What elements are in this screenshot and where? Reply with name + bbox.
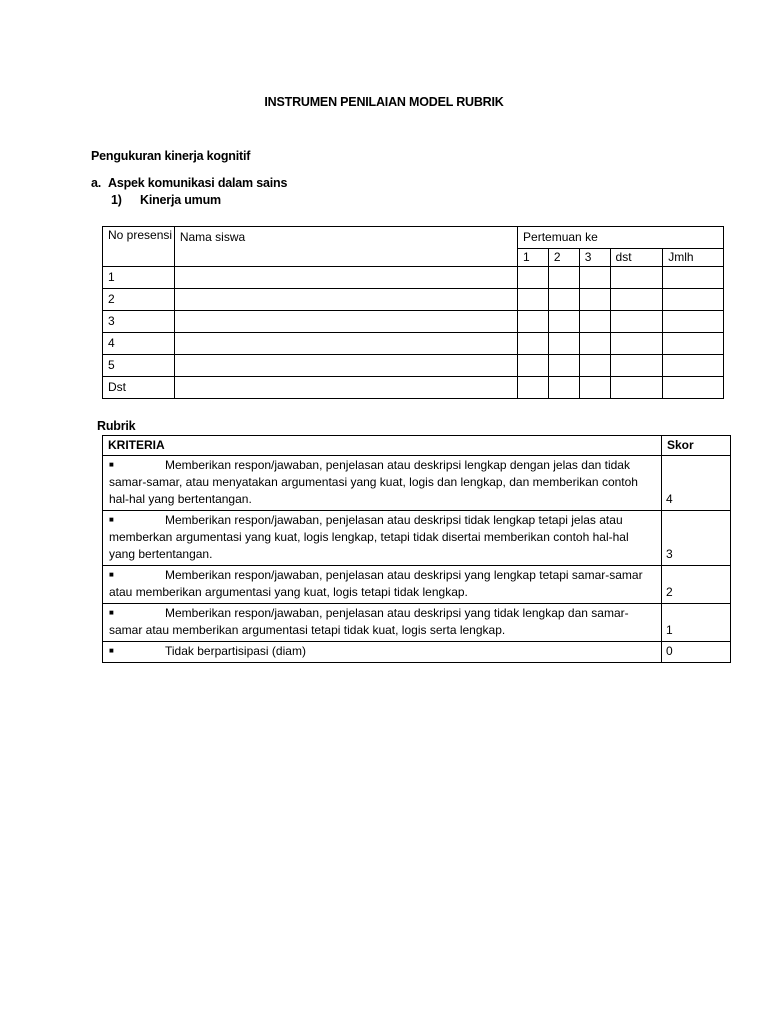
header-skor: Skor bbox=[662, 436, 731, 456]
cell-pertemuan-2 bbox=[548, 355, 579, 377]
row-number: 1 bbox=[103, 267, 175, 289]
bullet-icon: ■ bbox=[109, 570, 114, 579]
attendance-body bbox=[103, 267, 724, 399]
cell-dst bbox=[610, 267, 663, 289]
rubric-criteria-cell bbox=[103, 642, 662, 663]
attendance-row bbox=[103, 289, 724, 311]
header-pertemuan: Pertemuan ke bbox=[518, 227, 724, 249]
cell-jmlh bbox=[663, 311, 724, 333]
document-title: INSTRUMEN PENILAIAN MODEL RUBRIK bbox=[264, 95, 504, 109]
bullet-icon: ■ bbox=[109, 646, 114, 655]
subitem-heading bbox=[111, 193, 221, 207]
aspect-label: Aspek komunikasi dalam sains bbox=[108, 176, 288, 190]
rubric-score: 3 bbox=[662, 511, 731, 566]
cell-dst bbox=[610, 355, 663, 377]
attendance-row bbox=[103, 355, 724, 377]
row-number: 2 bbox=[103, 289, 175, 311]
subitem-marker: 1) bbox=[111, 193, 122, 207]
rubric-table bbox=[102, 435, 731, 663]
subitem-label: Kinerja umum bbox=[140, 193, 221, 207]
cell-nama-siswa bbox=[174, 377, 517, 399]
rubric-criteria-cell bbox=[103, 511, 662, 566]
rubric-row bbox=[103, 566, 731, 604]
row-number: 4 bbox=[103, 333, 175, 355]
cell-nama-siswa bbox=[174, 355, 517, 377]
aspect-marker: a. bbox=[91, 176, 102, 190]
attendance-header-row bbox=[103, 227, 724, 249]
cell-pertemuan-3 bbox=[579, 355, 610, 377]
attendance-row bbox=[103, 311, 724, 333]
rubric-body bbox=[103, 456, 731, 663]
header-kriteria: KRITERIA bbox=[103, 436, 662, 456]
rubric-row bbox=[103, 604, 731, 642]
bullet-icon: ■ bbox=[109, 608, 114, 617]
cell-pertemuan-1 bbox=[518, 333, 549, 355]
cell-nama-siswa bbox=[174, 289, 517, 311]
cell-pertemuan-1 bbox=[518, 311, 549, 333]
attendance-row bbox=[103, 267, 724, 289]
row-number: 3 bbox=[103, 311, 175, 333]
cell-jmlh bbox=[663, 355, 724, 377]
cell-pertemuan-1 bbox=[518, 289, 549, 311]
rubric-row bbox=[103, 642, 731, 663]
bullet-icon: ■ bbox=[109, 515, 114, 524]
cell-pertemuan-2 bbox=[548, 333, 579, 355]
cell-dst bbox=[610, 289, 663, 311]
subheader-3: 3 bbox=[579, 249, 610, 267]
cell-pertemuan-2 bbox=[548, 377, 579, 399]
rubric-criteria-cell bbox=[103, 604, 662, 642]
cell-pertemuan-3 bbox=[579, 289, 610, 311]
attendance-row bbox=[103, 377, 724, 399]
row-number: 5 bbox=[103, 355, 175, 377]
rubric-score: 4 bbox=[662, 456, 731, 511]
rubric-criteria-text: Memberikan respon/jawaban, penjelasan atau deskripsi yang lengkap tetapi samar-samar atau memberikan argumentasi yang kuat, logis tetapi tidak lengkap. bbox=[109, 568, 643, 599]
cell-pertemuan-3 bbox=[579, 311, 610, 333]
cell-jmlh bbox=[663, 333, 724, 355]
cell-dst bbox=[610, 311, 663, 333]
subheader-jmlh: Jmlh bbox=[663, 249, 724, 267]
cell-pertemuan-1 bbox=[518, 377, 549, 399]
subheader-dst: dst bbox=[610, 249, 663, 267]
rubric-criteria-text: Memberikan respon/jawaban, penjelasan atau deskripsi yang tidak lengkap dan samar-samar atau memberikan argumentasi tetapi tidak kuat, logis serta lengkap. bbox=[109, 606, 629, 637]
rubric-criteria-text: Memberikan respon/jawaban, penjelasan atau deskripsi lengkap dengan jelas dan tidak samar-samar, atau menyatakan argumentasi yang kuat, logis dan lengkap, dan memberikan contoh hal-hal yang bertentangan. bbox=[109, 458, 638, 506]
cell-jmlh bbox=[663, 267, 724, 289]
header-nama-siswa: Nama siswa bbox=[174, 227, 517, 267]
bullet-icon: ■ bbox=[109, 460, 114, 469]
subheader-2: 2 bbox=[548, 249, 579, 267]
cell-pertemuan-2 bbox=[548, 289, 579, 311]
cell-pertemuan-1 bbox=[518, 355, 549, 377]
cell-dst bbox=[610, 333, 663, 355]
rubric-score: 1 bbox=[662, 604, 731, 642]
cell-nama-siswa bbox=[174, 267, 517, 289]
subheader-1: 1 bbox=[518, 249, 549, 267]
attendance-table bbox=[102, 226, 724, 399]
rubric-row bbox=[103, 456, 731, 511]
header-no-presensi: No presensi bbox=[103, 227, 175, 267]
rubric-header-row bbox=[103, 436, 731, 456]
cell-nama-siswa bbox=[174, 333, 517, 355]
cell-pertemuan-3 bbox=[579, 377, 610, 399]
rubric-criteria-cell bbox=[103, 456, 662, 511]
section-heading-kognitif: Pengukuran kinerja kognitif bbox=[91, 149, 251, 163]
rubric-score: 2 bbox=[662, 566, 731, 604]
rubric-criteria-text: Tidak berpartisipasi (diam) bbox=[165, 644, 306, 658]
cell-pertemuan-3 bbox=[579, 267, 610, 289]
cell-jmlh bbox=[663, 377, 724, 399]
rubric-score: 0 bbox=[662, 642, 731, 663]
row-number: Dst bbox=[103, 377, 175, 399]
cell-pertemuan-1 bbox=[518, 267, 549, 289]
cell-pertemuan-3 bbox=[579, 333, 610, 355]
aspect-heading bbox=[91, 176, 287, 190]
cell-nama-siswa bbox=[174, 311, 517, 333]
rubric-criteria-text: Memberikan respon/jawaban, penjelasan atau deskripsi tidak lengkap tetapi jelas atau memberkan argumentasi yang kuat, logis lengkap, tetapi tidak disertai memberikan contoh hal-hal yang bertentangan. bbox=[109, 513, 629, 561]
rubric-row bbox=[103, 511, 731, 566]
rubric-criteria-cell bbox=[103, 566, 662, 604]
cell-pertemuan-2 bbox=[548, 267, 579, 289]
cell-jmlh bbox=[663, 289, 724, 311]
cell-dst bbox=[610, 377, 663, 399]
cell-pertemuan-2 bbox=[548, 311, 579, 333]
attendance-row bbox=[103, 333, 724, 355]
rubric-title: Rubrik bbox=[97, 419, 136, 433]
